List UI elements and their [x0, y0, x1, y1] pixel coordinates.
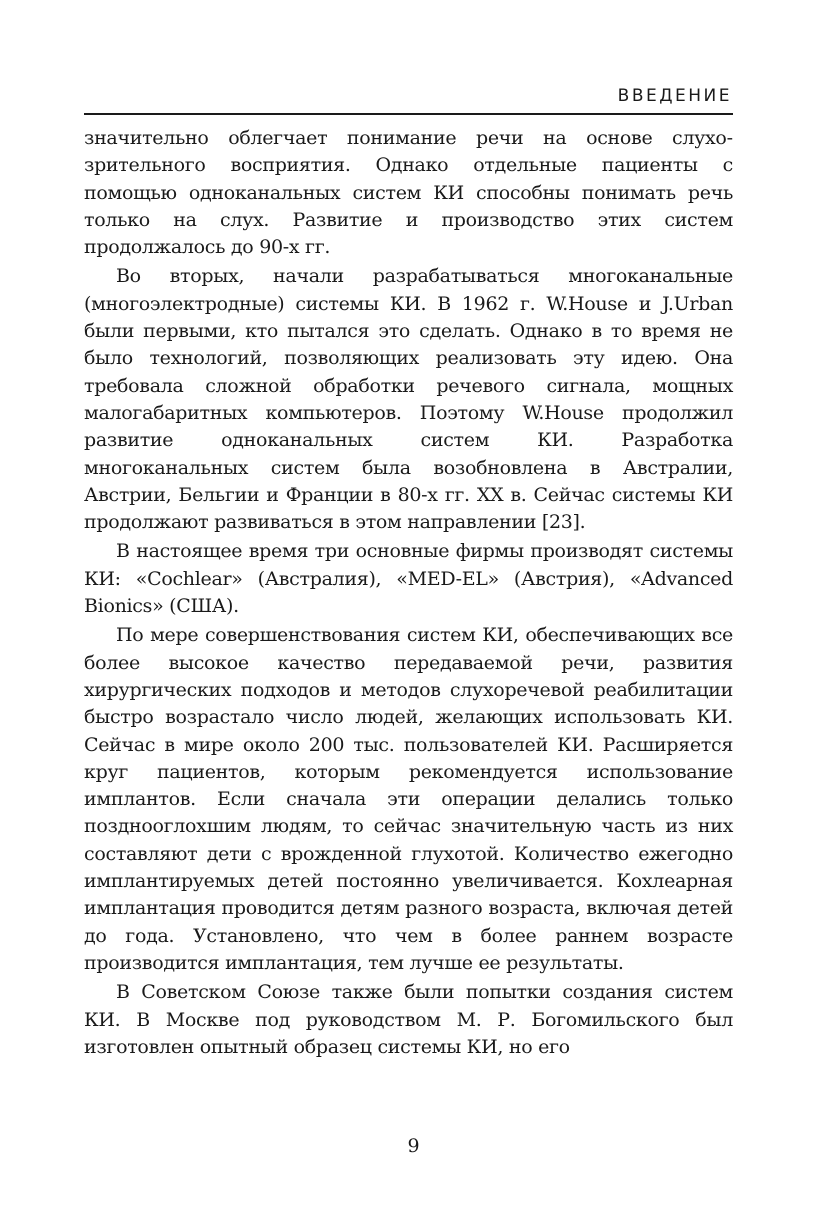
paragraph-continuation: значительно облегчает понимание речи на основе слухозрительного восприятия. Однако отдельные пациенты с помощью одноканальных систем КИ способны понимать речь только на слух. Развитие и производство этих систем продолжалось до 90-х гг. [84, 127, 733, 259]
paragraph-multichannel: Во вторых, начали разрабатываться многоканальные (многоэлектродные) системы КИ. В 1962 г. W.House и J.Urban были первыми, кто пытался это сделать. Однако в то время не было технологий, позволяющих реализовать эту идею. Она требовала сложной обработки речевого сигнала, мощных малогабаритных компьютеров. Поэтому W.House продолжил развитие одноканальных систем КИ. Разработка многоканальных систем была возобновлена в Австралии, Австрии, Бельгии и Франции в 80-х гг. XX в. Сейчас системы КИ продолжают развиваться в этом направлении [23]. [84, 265, 733, 534]
paragraph-soviet-union: В Советском Союзе также были попытки создания систем КИ. В Москве под руководством М. Р. Богомильского был изготовлен опытный образец системы КИ, но его [84, 981, 733, 1058]
header-rule [84, 113, 733, 115]
body-text [84, 125, 733, 1063]
running-head: ВВЕДЕНИЕ [617, 86, 732, 106]
page-number: 9 [407, 1135, 420, 1157]
paragraph-manufacturers: В настоящее время три основные фирмы производят системы КИ: «Cochlear» (Австралия), «MED-EL» (Австрия), «Advanced Bionics» (США). [84, 540, 733, 618]
paragraph-users-growth: По мере совершенствования систем КИ, обеспечивающих все более высокое качество передаваемой речи, развития хирургических подходов и методов слухоречевой реабилитации быстро возрастало число людей, желающих использовать КИ. Сейчас в мире около 200 тыс. пользователей КИ. Расширяется круг пациентов, которым рекомендуется использование имплантов. Если сначала эти операции делались только позднооглохшим людям, то сейчас значительную часть из них составляют дети с врожденной глухотой. Количество ежегодно имплантируемых детей постоянно увеличивается. Кохлеарная имплантация проводится детям разного возраста, включая детей до года. Установлено, что чем в более раннем возрасте производится имплантация, тем лучше ее результаты. [84, 624, 733, 974]
